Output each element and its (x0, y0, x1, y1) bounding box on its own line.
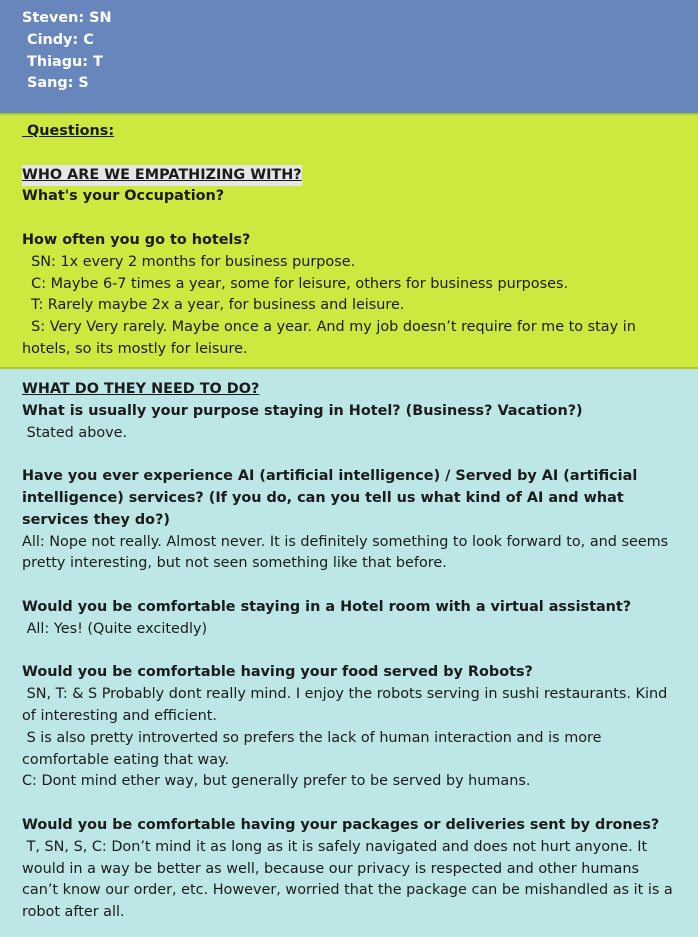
section-heading-empathize: WHO ARE WE EMPATHIZING WITH? (22, 165, 302, 187)
answer-robot-food-1: SN, T: & S Probably dont really mind. I enjoy the robots serving in sushi restaurants. Kind of interesting and efficient. (22, 686, 672, 724)
question-hotel-frequency: How often you go to hotels? (22, 231, 251, 248)
question-robot-food: Would you be comfortable having your food served by Robots? (22, 664, 533, 681)
answer-drone-delivery: T, SN, S, C: Don’t mind it as long as it is safely navigated and does not hurt anyone. It would in a way be better as well, because our privacy is respected and other humans can’t know our order, etc. However, worried that the package can be mishandled as it is a robot after all. (22, 838, 678, 921)
answer-s: S: Very Very rarely. Maybe once a year. And my job doesn’t require for me to stay in hotels, so its mostly for leisure. (22, 319, 641, 357)
question-virtual-assistant: Would you be comfortable staying in a Hotel room with a virtual assistant? (22, 598, 632, 615)
answer-robot-food-2: S is also pretty introverted so prefers the lack of human interaction and is more comfortable eating that way. (22, 729, 607, 768)
questions-label: Questions: (22, 123, 115, 139)
answer-purpose: Stated above. (22, 424, 128, 441)
participants-legend (0, 0, 698, 113)
question-ai-experience: Have you ever experience AI (artificial intelligence) / Served by AI (artificial intelligence) services? (If you do, can you tell us what kind of AI and what services they do?) (22, 468, 638, 528)
legend-cindy: Cindy: C (22, 31, 94, 48)
section-needs (0, 369, 698, 937)
question-purpose: What is usually your purpose staying in Hotel? (Business? Vacation?) (22, 402, 583, 419)
legend-thiagu: Thiagu: T (22, 53, 103, 70)
answer-ai-experience: All: Nope not really. Almost never. It is definitely something to look forward to, and seems pretty interesting, but not seen something like that before. (22, 533, 669, 572)
legend-sang: Sang: S (22, 75, 89, 92)
section-heading-needs: WHAT DO THEY NEED TO DO? (22, 381, 260, 397)
answer-c: C: Maybe 6-7 times a year, some for leisure, others for business purposes. (22, 275, 569, 292)
answer-sn: SN: 1x every 2 months for business purpose. (22, 253, 356, 270)
answer-virtual-assistant: All: Yes! (Quite excitedly) (22, 620, 208, 637)
legend-steven: Steven: SN (22, 10, 112, 26)
answer-robot-food-3: C: Dont mind ether way, but generally prefer to be served by humans. (22, 773, 531, 790)
answer-t: T: Rarely maybe 2x a year, for business and leisure. (22, 297, 405, 314)
section-empathize (0, 113, 698, 369)
question-drone-delivery: Would you be comfortable having your packages or deliveries sent by drones? (22, 816, 660, 833)
question-occupation: What's your Occupation? (22, 188, 225, 205)
